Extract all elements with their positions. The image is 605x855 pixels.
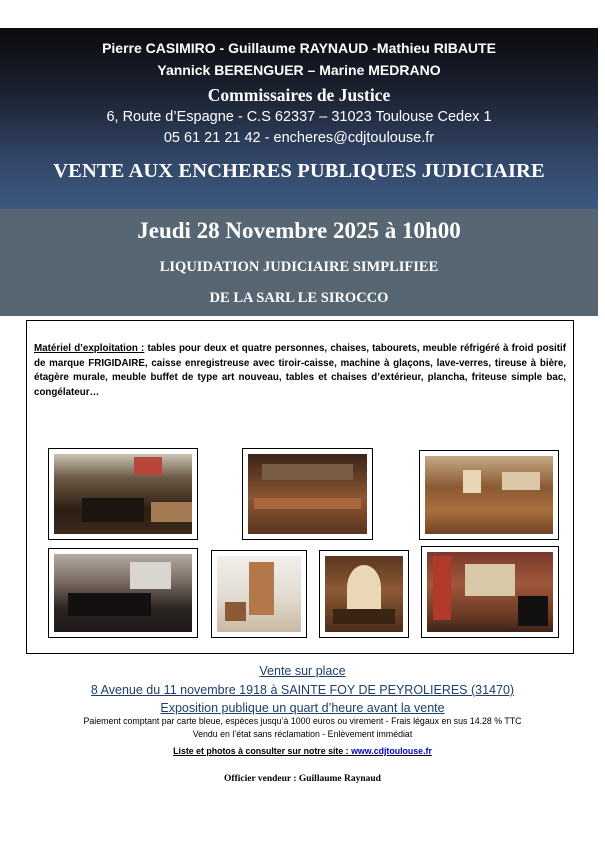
- footer-sale-on-site-wrap: [0, 662, 605, 680]
- website-link[interactable]: www.cdjtoulouse.fr: [351, 746, 432, 756]
- payment-terms: Paiement comptant par carte bleue, espèces jusqu’à 1000 euros ou virement - Frais légaux en sus 14.28 % TTC: [83, 716, 522, 726]
- website-line: [0, 746, 605, 756]
- liquidation-line1: LIQUIDATION JUDICIAIRE SIMPLIFIEE: [159, 259, 439, 275]
- website-text: Liste et photos à consulter sur notre site :: [173, 746, 352, 756]
- description-lead: Matériel d’exploitation :: [34, 343, 145, 354]
- sale-date: Jeudi 28 Novembre 2025 à 10h00: [137, 218, 461, 243]
- photo-bar-panelled: [419, 450, 559, 540]
- footer-address-wrap: [0, 681, 605, 699]
- organisation-title: Commissaires de Justice: [207, 85, 391, 105]
- sale-title: VENTE AUX ENCHERES PUBLIQUES JUDICIAIRE: [53, 160, 545, 182]
- liquidation-line2: DE LA SARL LE SIROCCO: [209, 290, 389, 306]
- officer-vendor: Officier vendeur : Guillaume Raynaud: [224, 774, 381, 784]
- organisation-address: 6, Route d’Espagne - C.S 62337 – 31023 Toulouse Cedex 1: [106, 109, 492, 125]
- photo-bar-interior-1: [48, 448, 198, 540]
- sale-date-band: [0, 209, 598, 316]
- photo-corridor: [211, 550, 307, 638]
- officers-names-line1: Pierre CASIMIRO - Guillaume RAYNAUD -Mathieu RIBAUTE: [102, 40, 496, 56]
- exposition-info: Exposition publique un quart d’heure avant la vente: [160, 701, 445, 715]
- lot-description: [34, 342, 566, 400]
- officers-names-line2: Yannick BERENGUER – Marine MEDRANO: [157, 62, 441, 78]
- description-text: tables pour deux et quatre personnes, chaises, tabourets, meuble réfrigéré à froid positif de marque FRIGIDAIRE, caisse enregistreuse avec tiroir-caisse, machine à glaçons, lave-verres, tireuse à bière, étagère murale, meuble buffet de type art nouveau, tables et chaises d’extérieur, plancha, friteuse simple bac, congélateur…: [34, 343, 566, 398]
- header-banner: [0, 28, 598, 209]
- sale-address: 8 Avenue du 11 novembre 1918 à SAINTE FOY DE PEYROLIERES (31470): [90, 683, 515, 697]
- sale-condition: Vendu en l’état sans réclamation - Enlèvement immédiat: [192, 729, 413, 739]
- photo-arched-doorway: [319, 550, 409, 638]
- sale-on-site: Vente sur place: [259, 664, 346, 678]
- organisation-contact: 05 61 21 21 42 - encheres@cdjtoulouse.fr: [163, 130, 435, 146]
- photo-dining-room: [48, 548, 198, 638]
- photo-bar-counter: [242, 448, 373, 540]
- photo-buffet-cabinet: [421, 546, 559, 638]
- footer-exposition-wrap: [0, 699, 605, 717]
